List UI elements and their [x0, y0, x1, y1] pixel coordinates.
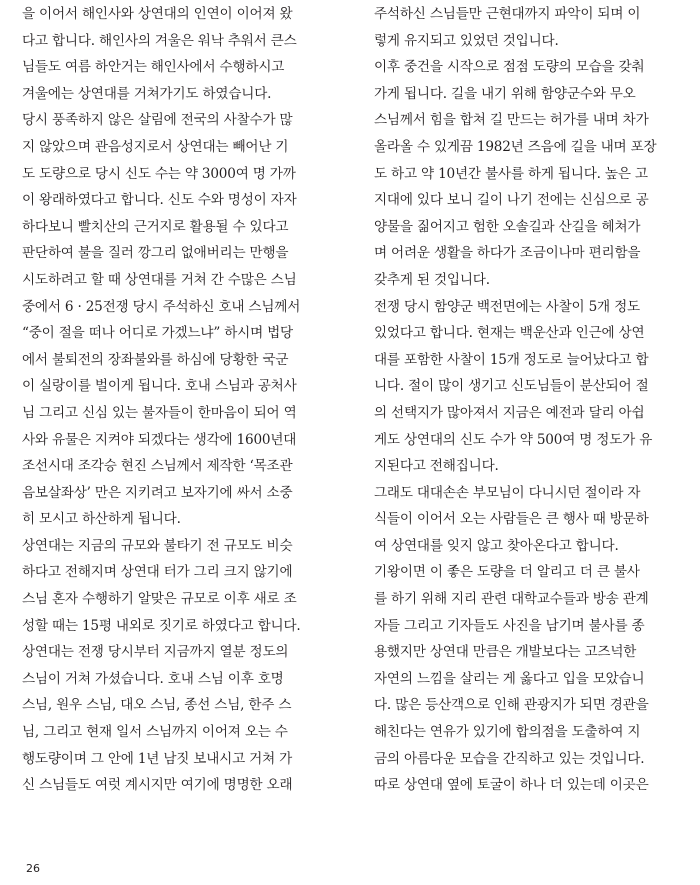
right-column-text-line: 갖추게 된 것입니다.: [374, 271, 490, 288]
right-column-text-line: 있었다고 합니다. 현재는 백운산과 인근에 상연: [374, 325, 645, 342]
right-column-text-line: 주석하신 스님들만 근현대까지 파악이 되며 이: [374, 6, 641, 22]
left-column-text-line: 하다보니 빨치산의 근거지로 활용될 수 있다고: [22, 218, 289, 235]
left-column-text-line: 사와 유물은 지켜야 되겠다는 생각에 1600년대: [22, 431, 297, 448]
right-column-text-line: 렇게 유지되고 있었던 것입니다.: [374, 32, 559, 49]
left-column-text-line: 음보살좌상’ 만은 지키려고 보자기에 싸서 소중: [22, 484, 293, 501]
left-column-text-line: 행도량이며 그 안에 1년 남짓 보내시고 거쳐 가: [22, 750, 293, 767]
right-column-text-line: 금의 아름다운 모습을 간직하고 있는 것입니다.: [374, 750, 645, 767]
right-column-text-line: 여 상연대를 잊지 않고 찾아온다고 합니다.: [374, 537, 619, 554]
right-column-text-line: 해친다는 연유가 있기에 합의점을 도출하여 지: [374, 724, 641, 741]
left-column-text-line: 스님이 거쳐 가셨습니다. 호내 스님 이후 호명: [22, 670, 284, 687]
left-column: [22, 1, 328, 799]
right-column-text-line: 자들 그리고 기자들도 사진을 남기며 불사를 종: [374, 617, 645, 634]
left-column-text-line: 다고 합니다. 해인사의 겨울은 워낙 추워서 큰스: [22, 32, 297, 49]
left-column-text-line: 에서 불퇴전의 장좌불와를 하심에 당황한 국군: [22, 351, 289, 368]
right-column-text-line: 스님께서 힘을 합쳐 길 만드는 허가를 내며 차가: [374, 112, 649, 129]
left-column-text-line: 님들도 여름 하안거는 해인사에서 수행하시고: [22, 59, 285, 76]
left-column-text-line: 이 왕래하였다고 합니다. 신도 수와 명성이 자자: [22, 192, 297, 209]
left-column-text-line: 상연대는 지금의 규모와 불타기 전 규모도 비슷: [22, 537, 293, 554]
right-column-text-line: 며 어려운 생활을 하다가 조금이나마 편리함을: [374, 245, 641, 262]
right-column-text-line: 따로 상연대 옆에 토굴이 하나 더 있는데 이곳은: [374, 777, 649, 794]
left-column-text-line: 판단하여 불을 질러 깡그리 없애버리는 만행을: [22, 245, 289, 262]
left-column-text-line: 지 않았으며 관음성지로서 상연대는 빼어난 기: [22, 138, 289, 155]
left-column-text-line: 님, 그리고 현재 일서 스님까지 이어져 오는 수: [22, 724, 288, 741]
right-column-text-line: 가게 됩니다. 길을 내기 위해 함양군수와 무오: [374, 85, 636, 102]
left-column-text-line: 중에서 6 · 25전쟁 당시 주석하신 호내 스님께서: [22, 298, 301, 315]
right-column-text-line: 용했지만 상연대 만큼은 개발보다는 고즈넉한: [374, 644, 637, 661]
right-column-text-line: 게도 상연대의 신도 수가 약 500여 명 정도가 유: [374, 431, 653, 448]
right-column-text-line: 식들이 이어서 오는 사람들은 큰 행사 때 방문하: [374, 511, 649, 528]
right-column: [374, 1, 680, 799]
right-column-text-line: 의 선택지가 많아져서 지금은 예전과 달리 아쉽: [374, 404, 645, 421]
right-column-text-line: 지대에 있다 보니 길이 나기 전에는 신심으로 공: [374, 192, 649, 209]
right-column-text-line: 이후 중건을 시작으로 점점 도량의 모습을 갖춰: [374, 59, 645, 76]
left-column-text-line: 이 실랑이를 벌이게 됩니다. 호내 스님과 공처사: [22, 378, 297, 395]
right-column-text-line: 다. 많은 등산객으로 인해 관광지가 되면 경관을: [374, 697, 649, 714]
left-column-text-line: 상연대는 전쟁 당시부터 지금까지 열분 정도의: [22, 644, 289, 661]
right-column-text-line: 니다. 절이 많이 생기고 신도님들이 분산되어 절: [374, 378, 649, 395]
left-column-text-line: 스님, 원우 스님, 대오 스님, 종선 스님, 한주 스: [22, 697, 292, 714]
right-column-text-line: 그래도 대대손손 부모님이 다니시던 절이라 자: [374, 484, 641, 501]
left-column-text-line: 신 스님들도 여럿 계시지만 여기에 명명한 오래: [22, 777, 293, 794]
left-column-text-line: 당시 풍족하지 않은 살림에 전국의 사찰수가 많: [22, 112, 293, 129]
left-column-text-line: 을 이어서 해인사와 상연대의 인연이 이어져 왔: [22, 6, 293, 22]
left-column-text-line: “중이 절을 떠나 어디로 가겠느냐” 하시며 법당: [22, 325, 293, 342]
right-column-text-line: 자연의 느낌을 살리는 게 옳다고 입을 모았습니: [374, 670, 645, 687]
left-column-text-line: 도 도량으로 당시 신도 수는 약 3000여 명 가까: [22, 165, 296, 182]
left-column-text-line: 시도하려고 할 때 상연대를 거쳐 간 수많은 스님: [22, 271, 297, 288]
right-column-text-line: 를 하기 위해 지리 관련 대학교수들과 방송 관계: [374, 591, 649, 608]
page-number: 26: [26, 862, 40, 875]
right-column-text-line: 양물을 짊어지고 험한 오솔길과 산길을 헤쳐가: [374, 218, 641, 235]
left-column-text-line: 님 그리고 신심 있는 불자들이 한마음이 되어 역: [22, 404, 297, 421]
right-column-text-line: 대를 포함한 사찰이 15개 정도로 늘어났다고 합: [374, 351, 649, 368]
right-column-text-line: 도 하고 약 10년간 불사를 하게 됩니다. 높은 고: [374, 165, 648, 182]
right-column-text-line: 기왕이면 이 좋은 도량을 더 알리고 더 큰 불사: [374, 564, 640, 581]
left-column-text-line: 성할 때는 15평 내외로 짓기로 하였다고 합니다.: [22, 617, 301, 634]
right-column-text-line: 올라올 수 있게끔 1982년 즈음에 길을 내며 포장: [374, 138, 657, 155]
left-column-text-line: 히 모시고 하산하게 됩니다.: [22, 511, 181, 528]
left-column-text-line: 조선시대 조각승 현진 스님께서 제작한 ‘목조관: [22, 458, 293, 475]
left-column-text-line: 하다고 전해지며 상연대 터가 그리 크지 않기에: [22, 564, 293, 581]
right-column-text-line: 지된다고 전해집니다.: [374, 458, 499, 475]
right-column-text-line: 전쟁 당시 함양군 백전면에는 사찰이 5개 정도: [374, 298, 640, 315]
left-column-text-line: 스님 혼자 수행하기 알맞은 규모로 이후 새로 조: [22, 591, 297, 608]
left-column-text-line: 겨울에는 상연대를 거쳐가기도 하였습니다.: [22, 85, 272, 102]
